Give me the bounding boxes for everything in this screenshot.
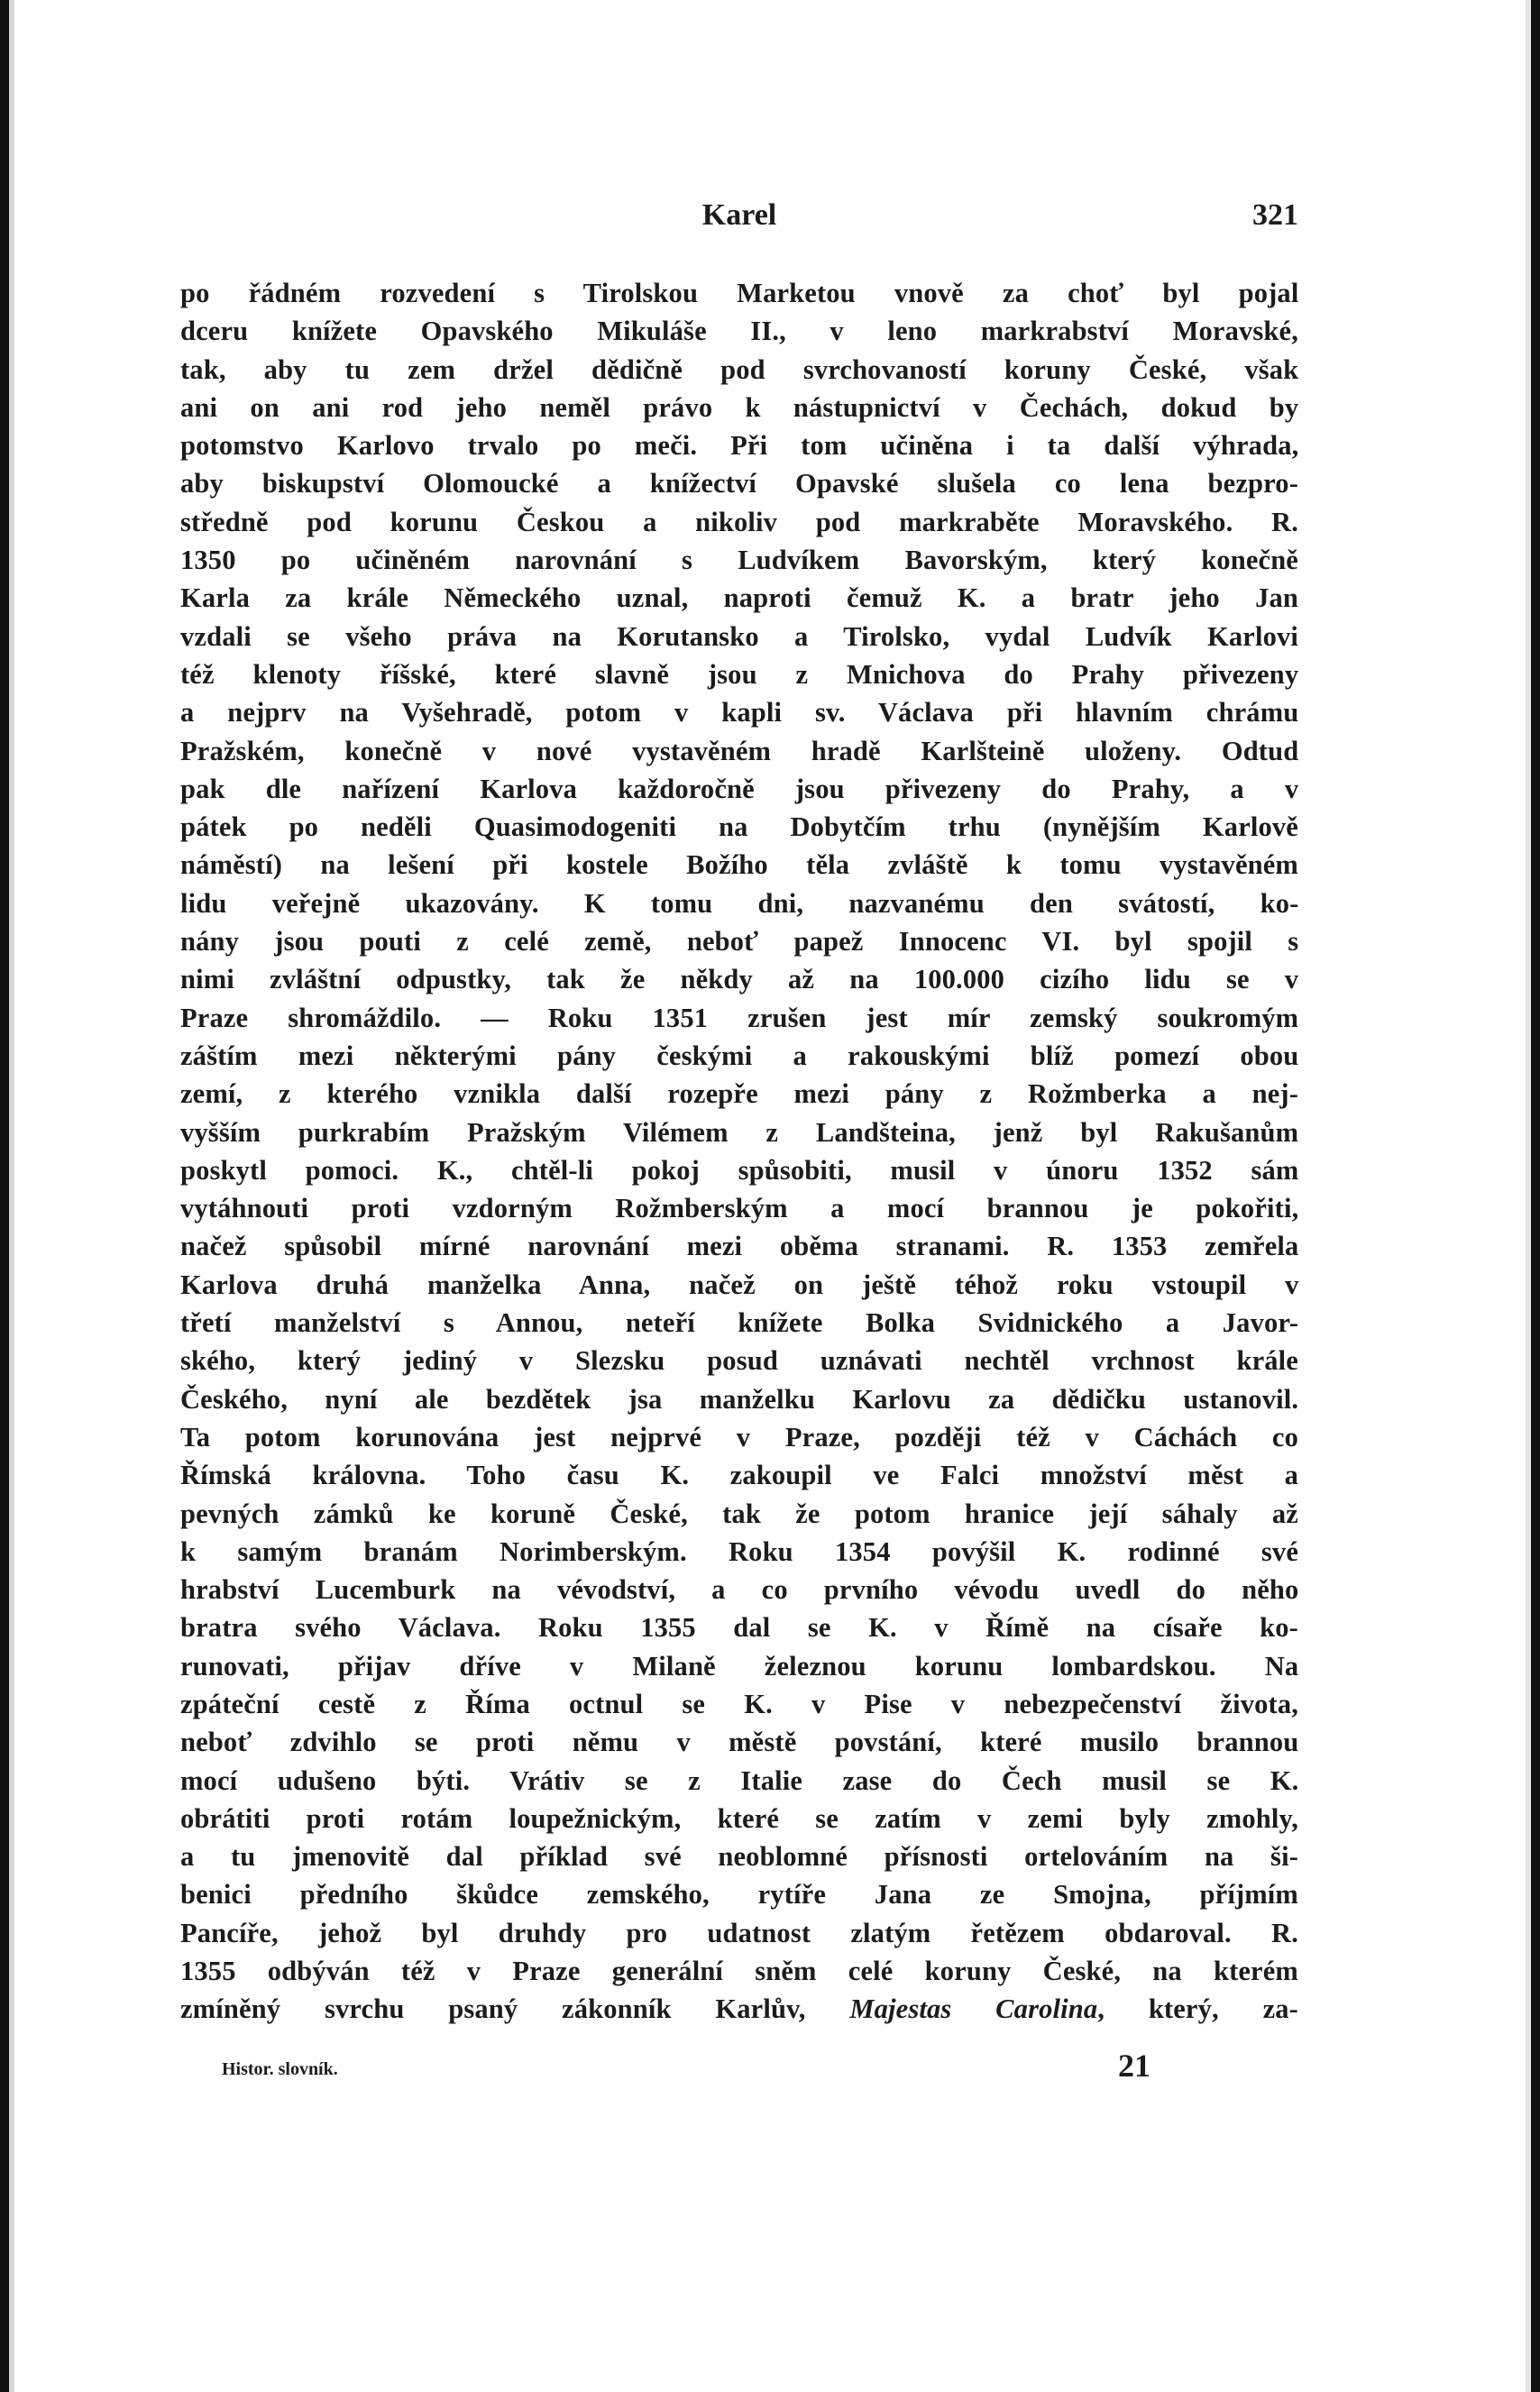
text-line: 1355 odbýván též v Praze generální sněm celé koruny České, na kterém xyxy=(180,1956,1298,1987)
text-line: náměstí) na lešení při kostele Božího těla zvláště k tomu vystavěném xyxy=(180,849,1298,881)
text-line: Karla za krále Německého uznal, naproti čemuž K. a bratr jeho Jan xyxy=(180,582,1298,614)
text-line: obrátiti proti rotám loupežnickým, které se zatím v zemi byly zmohly, xyxy=(180,1802,1298,1834)
last-line-end: , který, za- xyxy=(1097,1993,1298,2025)
scan-border-left xyxy=(0,0,9,2392)
text-line: bratra svého Václava. Roku 1355 dal se K. v Římě na císaře ko- xyxy=(180,1612,1298,1644)
text-line: dceru knížete Opavského Mikuláše II., v leno markrabství Moravské, xyxy=(180,316,1298,347)
text-line: Karlova druhá manželka Anna, načež on ještě téhož roku vstoupil v xyxy=(180,1269,1299,1300)
text-line: a nejprv na Vyšehradě, potom v kapli sv. Václava při hlavním chrámu xyxy=(180,697,1299,729)
text-line: ani on ani rod jeho neměl právo k nástupnictví v Čechách, dokud by xyxy=(180,391,1299,423)
scan-border-right xyxy=(1531,0,1540,2392)
text-line: zpáteční cestě z Říma octnul se K. v Pise v nebezpečenství života, xyxy=(180,1688,1299,1719)
printer-signature-left: Histor. slovník. xyxy=(222,2058,338,2079)
text-line: lidu veřejně ukazovány. K tomu dni, nazvanému den svátostí, ko- xyxy=(180,887,1299,919)
text-line: načež spůsobil mírné narovnání mezi oběma stranami. R. 1353 zemřela xyxy=(180,1231,1299,1262)
text-line: Praze shromáždilo. — Roku 1351 zrušen jest mír zemský soukromým xyxy=(180,1002,1299,1033)
running-title: Karel xyxy=(701,198,777,232)
text-line: pevných zámků ke koruně České, tak že potom hranice její sáhaly až xyxy=(180,1498,1298,1529)
text-line: nány jsou pouti z celé země, neboť papež Innocenc VI. byl spojil s xyxy=(180,926,1299,958)
text-line: vyšším purkrabím Pražským Vilémem z Landšteina, jenž byl Rakušanům xyxy=(180,1116,1299,1148)
text-line: vytáhnouti proti vzdorným Rožmberským a mocí brannou je pokořiti, xyxy=(180,1193,1299,1224)
text-line: Ta potom korunována jest nejprvé v Praze, později též v Cáchách co xyxy=(180,1421,1298,1453)
text-line: Římská královna. Toho času K. zakoupil ve Falci množství měst a xyxy=(180,1460,1298,1491)
book-page xyxy=(180,198,1298,2092)
work-title-italic: Majestas Carolina xyxy=(849,1993,1098,2025)
text-line: zemí, z kterého vznikla další rozepře mezi pány z Rožmberka a nej- xyxy=(180,1078,1298,1110)
text-line: potomstvo Karlovo trvalo po meči. Při tom učiněna i ta další výhrada, xyxy=(180,430,1299,462)
text-line: aby biskupství Olomoucké a knížectví Opavské slušela co lena bezpro- xyxy=(180,468,1298,499)
text-line: k samým branám Norimberským. Roku 1354 povýšil K. rodinné své xyxy=(180,1535,1299,1567)
last-line-start: zmíněný svrchu psaný zákonník Karlův, xyxy=(180,1993,850,2025)
page-footer xyxy=(180,2047,1298,2092)
text-line: 1350 po učiněném narovnání s Ludvíkem Bavorským, který konečně xyxy=(180,545,1298,576)
text-line: runovati, přijav dříve v Milaně železnou korunu lombardskou. Na xyxy=(180,1650,1299,1682)
text-line: vzdali se všeho práva na Korutansko a Tirolsko, vydal Ludvík Karlovi xyxy=(180,620,1298,652)
text-line: Pražském, konečně v nové vystavěném hradě Karlšteině uloženy. Odtud xyxy=(180,735,1299,766)
running-head xyxy=(180,198,1298,243)
text-line: mocí udušeno býti. Vrátiv se z Italie zase do Čech musil se K. xyxy=(180,1764,1299,1796)
scan-shadow-left xyxy=(9,0,14,2392)
text-line: hrabství Lucemburk na vévodství, a co prvního vévodu uvedl do něho xyxy=(180,1574,1299,1606)
text-line: záštím mezi některými pány českými a rakouskými blíž pomezí obou xyxy=(180,1040,1299,1071)
text-line: středně pod korunu Českou a nikoliv pod markraběte Moravského. R. xyxy=(180,506,1298,537)
text-line: ského, který jediný v Slezsku posud uznávati nechtěl vrchnost krále xyxy=(180,1345,1298,1377)
text-line: pak dle nařízení Karlova každoročně jsou přivezeny do Prahy, a v xyxy=(180,773,1299,804)
text-line: tak, aby tu zem držel dědičně pod svrchovaností koruny České, však xyxy=(180,353,1299,385)
text-line: poskytl pomoci. K., chtěl-li pokoj spůsobiti, musil v únoru 1352 sám xyxy=(180,1154,1299,1186)
text-line: benici předního škůdce zemského, rytíře Jana ze Smojna, příjmím xyxy=(180,1879,1298,1911)
text-line: Pancíře, jehož byl druhdy pro udatnost zlatým řetězem obdaroval. R. xyxy=(180,1917,1299,1948)
page-number: 321 xyxy=(1252,198,1298,232)
text-line: po řádném rozvedení s Tirolskou Marketou vnově za choť byl pojal xyxy=(180,278,1299,308)
text-line: a tu jmenovitě dal příklad své neoblomné přísnosti ortelováním na ši- xyxy=(180,1841,1298,1873)
text-line: Českého, nyní ale bezdětek jsa manželku Karlovu za dědičku ustanovil. xyxy=(180,1383,1299,1415)
printer-signature-number: 21 xyxy=(1118,2047,1150,2084)
text-line-last xyxy=(180,1990,1298,2028)
text-line: nimi zvláštní odpustky, tak že někdy až na 100.000 cizího lidu se v xyxy=(180,964,1299,995)
text-line: třetí manželství s Annou, neteří knížete Bolka Svidnického a Javor- xyxy=(180,1307,1299,1339)
text-line: neboť zdvihlo se proti němu v městě povstání, které musilo brannou xyxy=(180,1727,1299,1758)
entry-text xyxy=(180,274,1298,2029)
text-line: pátek po neděli Quasimodogeniti na Dobytčím trhu (nynějším Karlově xyxy=(180,811,1298,843)
text-line: též klenoty říšské, které slavně jsou z Mnichova do Prahy přivezeny xyxy=(180,658,1299,690)
